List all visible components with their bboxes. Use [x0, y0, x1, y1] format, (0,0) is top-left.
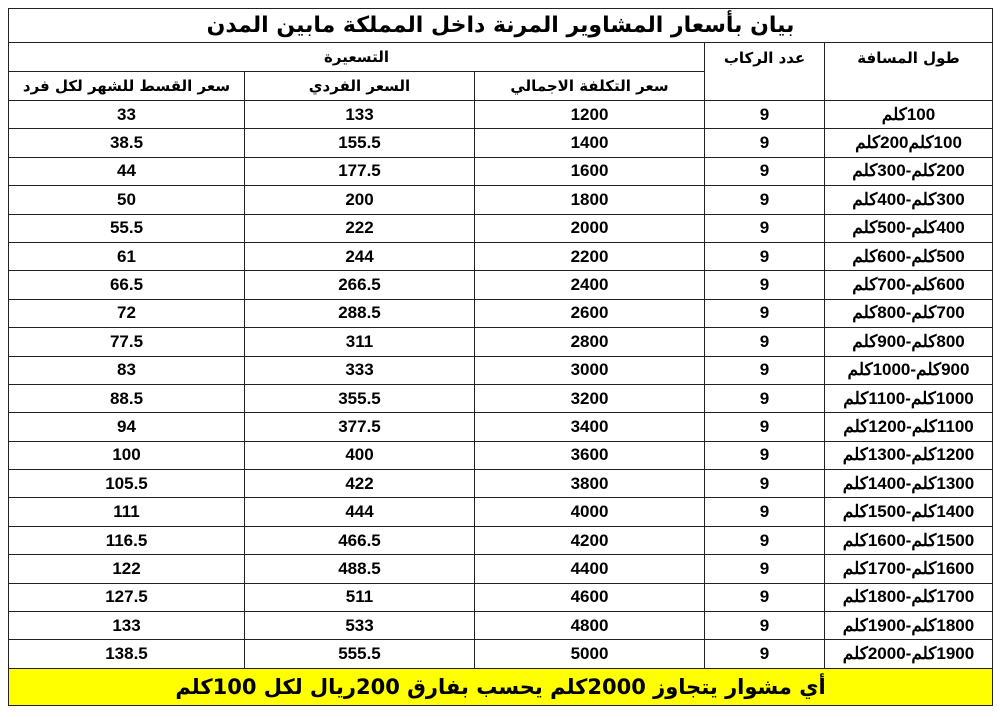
- cell-passengers: 9: [705, 640, 825, 668]
- cell-individual-price: 400: [245, 441, 475, 469]
- header-monthly-installment: سعر القسط للشهر لكل فرد: [9, 72, 245, 101]
- header-passengers: عدد الركاب: [705, 43, 825, 101]
- header-pricing-group: التسعيرة: [9, 43, 705, 72]
- cell-total-cost: 5000: [475, 640, 705, 668]
- cell-passengers: 9: [705, 242, 825, 270]
- table-row: [9, 555, 993, 583]
- cell-individual-price: 511: [245, 583, 475, 611]
- cell-distance: 1900كلم-2000كلم: [825, 640, 993, 668]
- cell-monthly-installment: 111: [9, 498, 245, 526]
- cell-monthly-installment: 66.5: [9, 271, 245, 299]
- cell-total-cost: 1800: [475, 186, 705, 214]
- cell-passengers: 9: [705, 101, 825, 129]
- cell-monthly-installment: 44: [9, 157, 245, 185]
- cell-total-cost: 3400: [475, 413, 705, 441]
- header-row-top: [9, 43, 993, 72]
- cell-passengers: 9: [705, 328, 825, 356]
- table-row: [9, 129, 993, 157]
- cell-distance: 800كلم-900كلم: [825, 328, 993, 356]
- cell-monthly-installment: 116.5: [9, 526, 245, 554]
- cell-total-cost: 4600: [475, 583, 705, 611]
- table-row: [9, 640, 993, 668]
- cell-individual-price: 333: [245, 356, 475, 384]
- table-row: [9, 470, 993, 498]
- cell-passengers: 9: [705, 271, 825, 299]
- cell-distance: 100كلم200كلم: [825, 129, 993, 157]
- cell-total-cost: 4400: [475, 555, 705, 583]
- table-title: بيان بأسعار المشاوير المرنة داخل المملكة مابين المدن: [9, 9, 993, 43]
- cell-total-cost: 3000: [475, 356, 705, 384]
- title-row: [9, 9, 993, 43]
- table-row: [9, 498, 993, 526]
- cell-individual-price: 177.5: [245, 157, 475, 185]
- cell-distance: 100كلم: [825, 101, 993, 129]
- cell-passengers: 9: [705, 186, 825, 214]
- cell-individual-price: 355.5: [245, 384, 475, 412]
- cell-monthly-installment: 38.5: [9, 129, 245, 157]
- cell-individual-price: 244: [245, 242, 475, 270]
- cell-distance: 1600كلم-1700كلم: [825, 555, 993, 583]
- cell-passengers: 9: [705, 356, 825, 384]
- cell-individual-price: 288.5: [245, 299, 475, 327]
- cell-individual-price: 155.5: [245, 129, 475, 157]
- cell-distance: 400كلم-500كلم: [825, 214, 993, 242]
- cell-passengers: 9: [705, 129, 825, 157]
- cell-distance: 1300كلم-1400كلم: [825, 470, 993, 498]
- header-distance: طول المسافة: [825, 43, 993, 101]
- table-row: [9, 101, 993, 129]
- cell-individual-price: 533: [245, 612, 475, 640]
- cell-individual-price: 311: [245, 328, 475, 356]
- table-row: [9, 441, 993, 469]
- price-table: [8, 8, 993, 706]
- cell-monthly-installment: 133: [9, 612, 245, 640]
- cell-passengers: 9: [705, 157, 825, 185]
- cell-individual-price: 555.5: [245, 640, 475, 668]
- cell-passengers: 9: [705, 526, 825, 554]
- table-row: [9, 413, 993, 441]
- cell-total-cost: 3800: [475, 470, 705, 498]
- table-row: [9, 356, 993, 384]
- cell-monthly-installment: 100: [9, 441, 245, 469]
- cell-total-cost: 1200: [475, 101, 705, 129]
- cell-distance: 900كلم-1000كلم: [825, 356, 993, 384]
- cell-monthly-installment: 61: [9, 242, 245, 270]
- table-row: [9, 612, 993, 640]
- cell-monthly-installment: 50: [9, 186, 245, 214]
- cell-total-cost: 4200: [475, 526, 705, 554]
- cell-individual-price: 466.5: [245, 526, 475, 554]
- cell-monthly-installment: 77.5: [9, 328, 245, 356]
- table-row: [9, 299, 993, 327]
- cell-total-cost: 4000: [475, 498, 705, 526]
- cell-total-cost: 3200: [475, 384, 705, 412]
- cell-passengers: 9: [705, 441, 825, 469]
- cell-distance: 500كلم-600كلم: [825, 242, 993, 270]
- cell-total-cost: 2000: [475, 214, 705, 242]
- cell-distance: 1700كلم-1800كلم: [825, 583, 993, 611]
- cell-distance: 700كلم-800كلم: [825, 299, 993, 327]
- cell-monthly-installment: 94: [9, 413, 245, 441]
- cell-individual-price: 133: [245, 101, 475, 129]
- cell-distance: 300كلم-400كلم: [825, 186, 993, 214]
- cell-individual-price: 377.5: [245, 413, 475, 441]
- cell-passengers: 9: [705, 470, 825, 498]
- cell-distance: 1800كلم-1900كلم: [825, 612, 993, 640]
- cell-passengers: 9: [705, 612, 825, 640]
- table-row: [9, 583, 993, 611]
- cell-individual-price: 266.5: [245, 271, 475, 299]
- cell-monthly-installment: 88.5: [9, 384, 245, 412]
- cell-distance: 1400كلم-1500كلم: [825, 498, 993, 526]
- cell-total-cost: 2400: [475, 271, 705, 299]
- table-row: [9, 242, 993, 270]
- cell-passengers: 9: [705, 214, 825, 242]
- cell-monthly-installment: 55.5: [9, 214, 245, 242]
- cell-monthly-installment: 105.5: [9, 470, 245, 498]
- cell-monthly-installment: 122: [9, 555, 245, 583]
- cell-distance: 1200كلم-1300كلم: [825, 441, 993, 469]
- cell-total-cost: 2800: [475, 328, 705, 356]
- cell-total-cost: 3600: [475, 441, 705, 469]
- table-row: [9, 328, 993, 356]
- header-individual-price: السعر الفردي: [245, 72, 475, 101]
- cell-passengers: 9: [705, 299, 825, 327]
- cell-distance: 200كلم-300كلم: [825, 157, 993, 185]
- cell-individual-price: 488.5: [245, 555, 475, 583]
- cell-individual-price: 422: [245, 470, 475, 498]
- cell-individual-price: 222: [245, 214, 475, 242]
- cell-passengers: 9: [705, 413, 825, 441]
- footer-row: [9, 668, 993, 705]
- table-row: [9, 214, 993, 242]
- cell-monthly-installment: 83: [9, 356, 245, 384]
- table-row: [9, 384, 993, 412]
- cell-distance: 1500كلم-1600كلم: [825, 526, 993, 554]
- cell-total-cost: 2600: [475, 299, 705, 327]
- cell-passengers: 9: [705, 384, 825, 412]
- cell-total-cost: 2200: [475, 242, 705, 270]
- cell-total-cost: 1400: [475, 129, 705, 157]
- table-row: [9, 186, 993, 214]
- cell-total-cost: 1600: [475, 157, 705, 185]
- cell-monthly-installment: 138.5: [9, 640, 245, 668]
- cell-individual-price: 444: [245, 498, 475, 526]
- header-total-cost: سعر التكلفة الاجمالي: [475, 72, 705, 101]
- cell-passengers: 9: [705, 498, 825, 526]
- cell-total-cost: 4800: [475, 612, 705, 640]
- table-row: [9, 526, 993, 554]
- footer-note: أي مشوار يتجاوز 2000كلم يحسب بفارق 200ريال لكل 100كلم: [9, 668, 993, 705]
- table-row: [9, 157, 993, 185]
- cell-passengers: 9: [705, 555, 825, 583]
- cell-passengers: 9: [705, 583, 825, 611]
- cell-distance: 1000كلم-1100كلم: [825, 384, 993, 412]
- table-row: [9, 271, 993, 299]
- cell-monthly-installment: 127.5: [9, 583, 245, 611]
- cell-individual-price: 200: [245, 186, 475, 214]
- cell-distance: 600كلم-700كلم: [825, 271, 993, 299]
- cell-monthly-installment: 72: [9, 299, 245, 327]
- cell-monthly-installment: 33: [9, 101, 245, 129]
- cell-distance: 1100كلم-1200كلم: [825, 413, 993, 441]
